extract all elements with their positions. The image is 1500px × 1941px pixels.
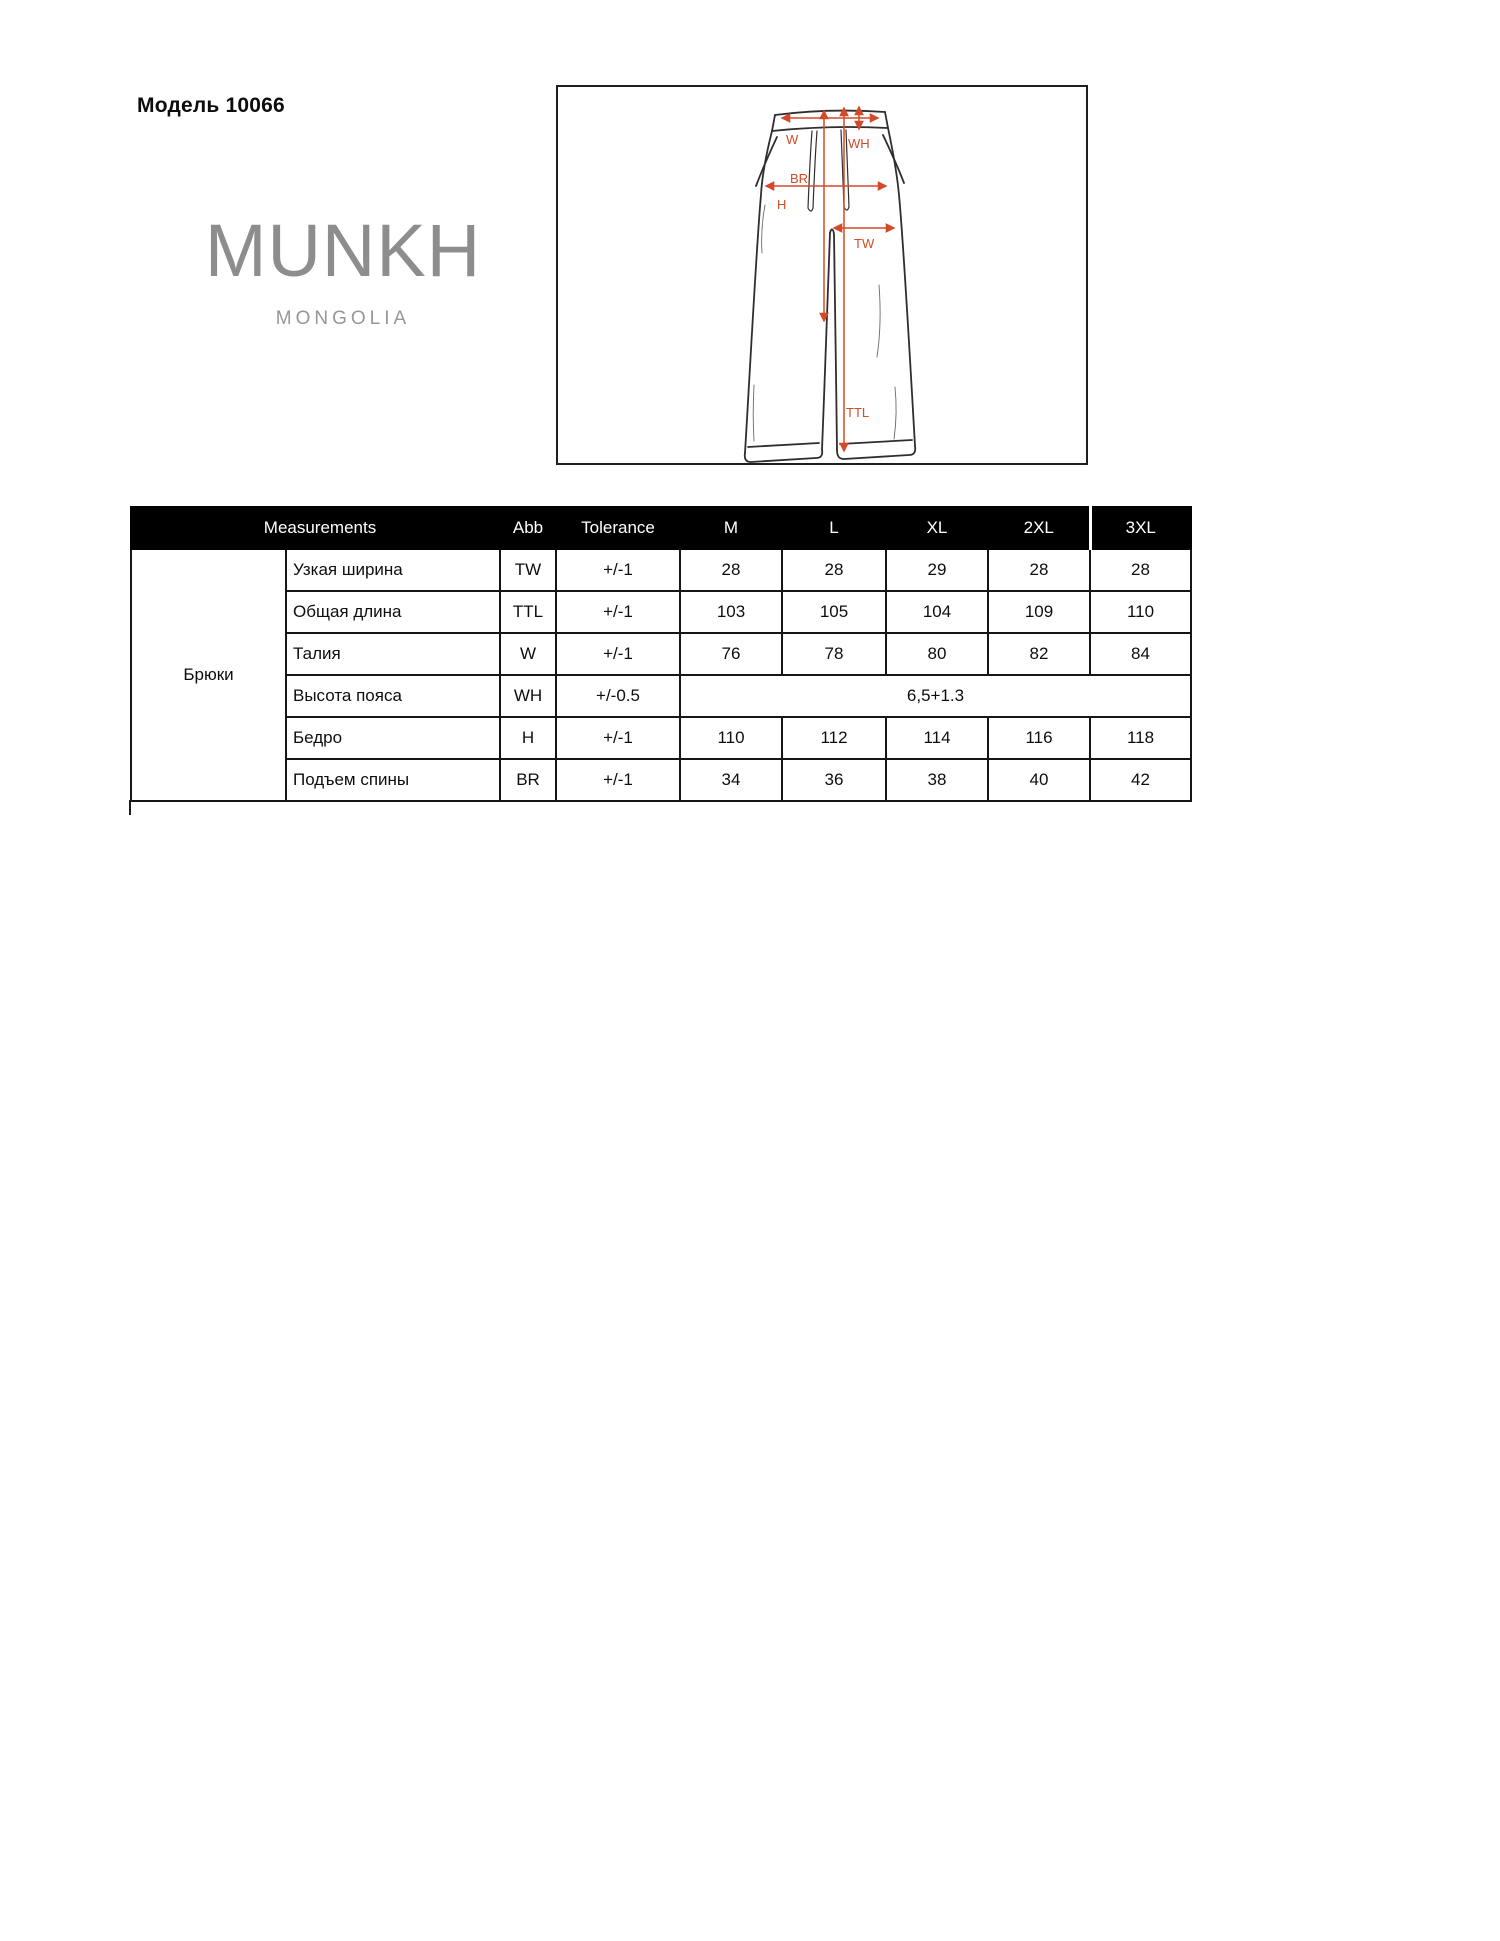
row-name: Талия: [286, 633, 500, 675]
row-name: Общая длина: [286, 591, 500, 633]
label-h: H: [777, 197, 787, 212]
value-l: 112: [782, 717, 886, 759]
value-2xl: 109: [988, 591, 1090, 633]
table-row: [131, 675, 1191, 717]
header-size-l: L: [782, 507, 886, 549]
label-br: BR: [790, 171, 809, 186]
row-name: Высота пояса: [286, 675, 500, 717]
brand-logo: [202, 209, 484, 330]
row-tolerance: +/-0.5: [556, 675, 680, 717]
brand-wordmark: MUNKH: [204, 209, 482, 292]
header-size-3xl-label: 3XL: [1125, 518, 1156, 537]
value-xl: 104: [886, 591, 988, 633]
merged-value: 6,5+1.3: [680, 675, 1191, 717]
table-row: [131, 591, 1191, 633]
measurement-labels: [777, 132, 875, 420]
drawstrings: [808, 130, 849, 211]
value-xl: 29: [886, 549, 988, 591]
value-l: 28: [782, 549, 886, 591]
table-row: [131, 633, 1191, 675]
row-abb: WH: [500, 675, 556, 717]
pants-outline: [745, 111, 916, 462]
row-tolerance: +/-1: [556, 759, 680, 801]
value-3xl: 42: [1090, 759, 1191, 801]
value-l: 78: [782, 633, 886, 675]
value-m: 28: [680, 549, 782, 591]
pants-sketch-svg: [558, 87, 1086, 463]
value-3xl: 110: [1090, 591, 1191, 633]
value-m: 76: [680, 633, 782, 675]
value-2xl: 116: [988, 717, 1090, 759]
value-xl: 114: [886, 717, 988, 759]
brand-subtitle: MONGOLIA: [275, 308, 411, 329]
label-w: W: [786, 132, 799, 147]
value-m: 110: [680, 717, 782, 759]
header-size-m: M: [680, 507, 782, 549]
table-row: [131, 549, 1191, 591]
value-xl: 80: [886, 633, 988, 675]
category-cell: Брюки: [131, 549, 286, 801]
table-left-edge-artifact: [129, 800, 131, 815]
label-ttl: TTL: [846, 405, 870, 420]
header-measurements: Measurements: [131, 507, 500, 549]
label-wh: WH: [848, 136, 870, 151]
value-l: 105: [782, 591, 886, 633]
header-size-xl: XL: [886, 507, 988, 549]
model-title: Модель 10066: [137, 94, 285, 117]
row-abb: BR: [500, 759, 556, 801]
row-abb: TTL: [500, 591, 556, 633]
header-3xl-cap: [1092, 507, 1192, 509]
value-2xl: 40: [988, 759, 1090, 801]
value-m: 103: [680, 591, 782, 633]
row-name: Узкая ширина: [286, 549, 500, 591]
measurement-arrows: [766, 107, 894, 451]
header-tolerance: Tolerance: [556, 507, 680, 549]
row-abb: H: [500, 717, 556, 759]
value-3xl: 118: [1090, 717, 1191, 759]
value-l: 36: [782, 759, 886, 801]
value-2xl: 28: [988, 549, 1090, 591]
value-m: 34: [680, 759, 782, 801]
header-abb: Abb: [500, 507, 556, 549]
row-tolerance: +/-1: [556, 549, 680, 591]
row-tolerance: +/-1: [556, 591, 680, 633]
row-name: Бедро: [286, 717, 500, 759]
measurements-table: [130, 506, 1190, 802]
table-header-row: [131, 507, 1191, 549]
header-size-2xl: 2XL: [988, 507, 1090, 549]
table-row: [131, 759, 1191, 801]
value-2xl: 82: [988, 633, 1090, 675]
value-3xl: 28: [1090, 549, 1191, 591]
value-3xl: 84: [1090, 633, 1191, 675]
row-name: Подъем спины: [286, 759, 500, 801]
row-tolerance: +/-1: [556, 633, 680, 675]
label-tw: TW: [854, 236, 875, 251]
value-xl: 38: [886, 759, 988, 801]
pants-technical-drawing: [556, 85, 1088, 465]
row-abb: TW: [500, 549, 556, 591]
row-abb: W: [500, 633, 556, 675]
row-tolerance: +/-1: [556, 717, 680, 759]
table-row: [131, 717, 1191, 759]
header-size-3xl: [1090, 507, 1191, 549]
